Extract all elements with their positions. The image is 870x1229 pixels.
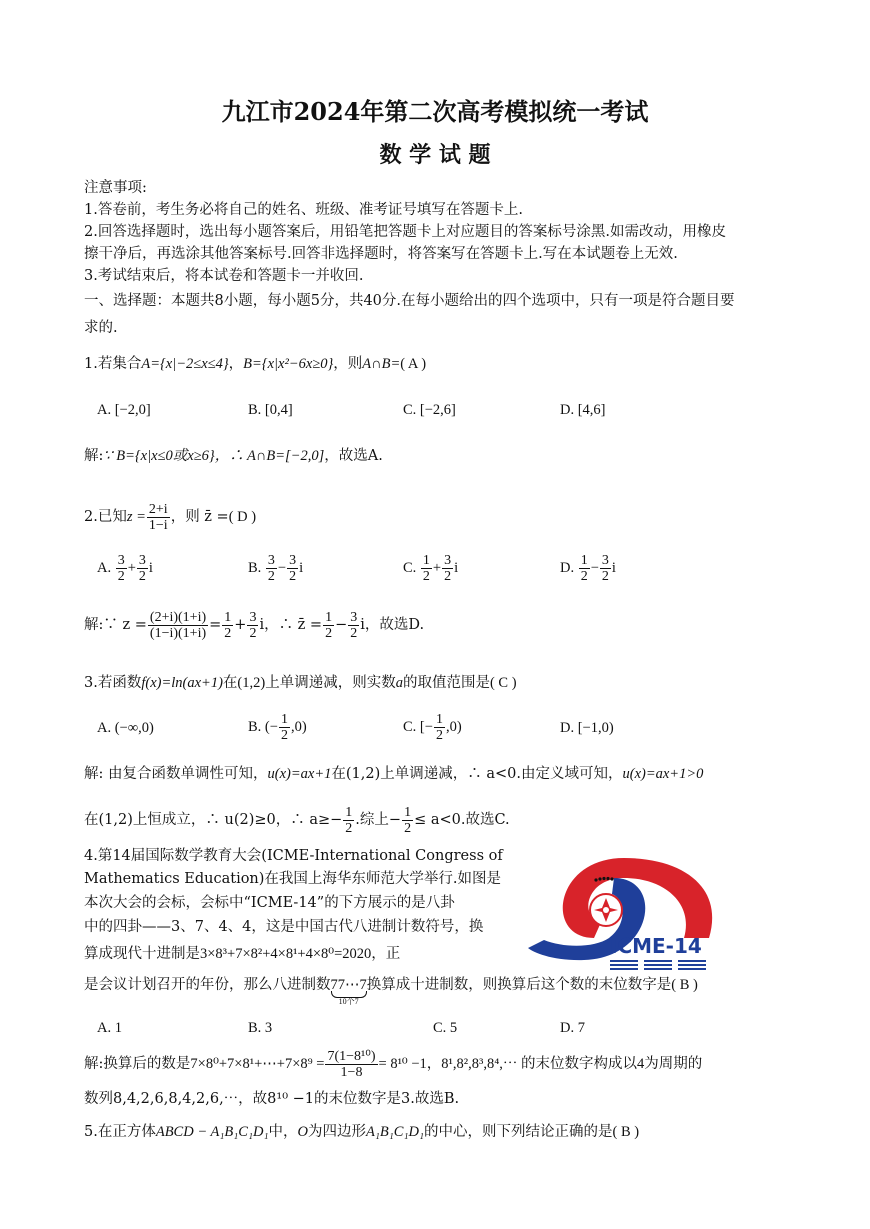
q2-sol-h7: 3 bbox=[350, 609, 358, 625]
q1-sep: ， bbox=[228, 356, 244, 372]
q3-opt-b-frac bbox=[279, 712, 290, 743]
q3-sol1-a: 解: 由复合函数单调性可知， bbox=[84, 766, 268, 782]
q1-option-c: C. [−2,6] bbox=[403, 402, 456, 418]
q4-sol1-num: 7(1−8¹⁰) bbox=[327, 1048, 376, 1064]
q2-sol-frac bbox=[148, 610, 208, 641]
q3-sol2-a: 在(1,2)上恒成立，∴ u(2)≥0，∴ a≥− bbox=[84, 812, 343, 828]
q2-opt-c-d1: 2 bbox=[422, 569, 430, 585]
q2-opt-b-imag: i bbox=[299, 560, 304, 576]
logo-center-dot bbox=[603, 907, 609, 913]
question-3-stem bbox=[84, 673, 517, 693]
q3-answer: ( C ) bbox=[489, 675, 517, 691]
q2-opt-b-frac-1 bbox=[266, 553, 277, 584]
q4-line-6 bbox=[84, 975, 698, 1006]
q3-sol2-d2: 2 bbox=[404, 820, 412, 836]
q4-underbrace-label: 10个7 bbox=[338, 997, 359, 1006]
icme-14-logo bbox=[524, 848, 734, 976]
q3-stem-b: 在 bbox=[222, 675, 238, 691]
q4-sol1-b: = 8¹⁰ −1，8¹,8²,8³,8⁴,⋯ 的末位数字构成以4为周期的 bbox=[378, 1056, 703, 1072]
q1-set-b: B={x|x²−6x≥0} bbox=[243, 356, 334, 372]
q5-o: O bbox=[297, 1124, 308, 1140]
q2-denominator: 1−i bbox=[148, 517, 168, 533]
q2-opt-a-label: A. bbox=[97, 560, 112, 576]
notice-item-3: 3.考试结束后，将本试卷和答题卡一并收回. bbox=[84, 268, 364, 284]
q2-opt-d-d2: 2 bbox=[601, 569, 609, 585]
q2-opt-c-d2: 2 bbox=[444, 569, 452, 585]
q2-opt-a-n1: 3 bbox=[117, 553, 125, 569]
q5-stem-b: 中， bbox=[268, 1124, 298, 1140]
q2-sol-h2: 2 bbox=[224, 625, 232, 641]
q3-solution-line-1 bbox=[84, 764, 703, 784]
q2-option-a bbox=[97, 551, 153, 585]
q2-opt-d-n1: 1 bbox=[580, 553, 588, 569]
q2-opt-b-d2: 2 bbox=[289, 569, 297, 585]
q3-opt-b-post: ,0) bbox=[290, 719, 307, 735]
q2-opt-b-d1: 2 bbox=[267, 569, 275, 585]
q5-answer: ( B ) bbox=[612, 1124, 640, 1140]
q4-line6-b: 换算成十进制数，则换算后这个数的末位数字是 bbox=[366, 977, 672, 993]
notice-item-2-line-2: 擦干净后，再选涂其他答案标号.回答非选择题时，将答案写在答题卡上.写在本试题卷上无效. bbox=[84, 246, 678, 262]
q2-option-d bbox=[560, 551, 616, 585]
q2-sol-half-1 bbox=[222, 610, 233, 641]
q2-sol-half-4 bbox=[348, 610, 359, 641]
q5-cube: ABCD − A₁B₁C₁D₁ bbox=[155, 1124, 269, 1140]
q1-sol-prefix: 解: bbox=[84, 448, 104, 464]
q4-sol1-expr: 7×8⁰+7×8¹+⋯+7×8⁹ = bbox=[190, 1056, 325, 1072]
q2-sol-minus: − bbox=[335, 617, 348, 633]
q2-option-b bbox=[248, 551, 303, 585]
exam-subtitle: 数 学 试 题 bbox=[379, 142, 491, 168]
q2-opt-b-frac-2 bbox=[287, 553, 298, 584]
q3-solution-line-2 bbox=[84, 803, 510, 837]
q2-opt-d-sign: − bbox=[590, 560, 599, 576]
q3-interval: (1,2) bbox=[237, 675, 266, 691]
q3-var: a bbox=[395, 675, 403, 691]
q3-opt-c-n: 1 bbox=[435, 712, 443, 728]
q4-option-b: B. 3 bbox=[248, 1020, 273, 1036]
q2-opt-b-label: B. bbox=[248, 560, 262, 576]
q2-opt-b-sign: − bbox=[277, 560, 287, 576]
q2-sol-prefix: 解:∵ z = bbox=[84, 617, 147, 633]
q2-opt-d-d1: 2 bbox=[580, 569, 588, 585]
q4-line-3: 本次大会的会标，会标中“ICME-14”的下方展示的是八卦 bbox=[84, 895, 455, 911]
q2-opt-c-frac-1 bbox=[421, 553, 432, 584]
q3-opt-c-pre: C. [− bbox=[403, 719, 433, 735]
q1-option-a: A. [−2,0] bbox=[97, 402, 151, 418]
q2-sol-den: (1−i)(1+i) bbox=[149, 625, 207, 641]
section-1-line-1: 一、选择题：本题共8小题，每小题5分，共40分.在每小题给出的四个选项中，只有一项是符合题目要 bbox=[84, 293, 735, 309]
q2-opt-a-frac-2 bbox=[137, 553, 148, 584]
notice-item-1: 1.答卷前，考生务必将自己的姓名、班级、准考证号填写在答题卡上. bbox=[84, 202, 523, 218]
q3-sol1-c: 在(1,2)上单调递减，∴ a<0.由定义域可知， bbox=[331, 766, 623, 782]
q3-sol1-d: u(x)=ax+1>0 bbox=[622, 766, 704, 782]
q5-stem-c: 为四边形 bbox=[307, 1124, 366, 1140]
q3-stem-c: 上单调递减，则实数 bbox=[265, 675, 396, 691]
q4-sol1-a: 解:换算后的数是 bbox=[84, 1056, 191, 1072]
q2-opt-d-frac-1 bbox=[579, 553, 590, 584]
question-1-stem bbox=[84, 354, 426, 374]
q2-solution bbox=[84, 608, 424, 642]
q3-opt-b-pre: B. (− bbox=[248, 719, 278, 735]
q3-sol2-c: ≤ a<0.故选C. bbox=[414, 812, 510, 828]
q2-sol-h6: 2 bbox=[325, 625, 333, 641]
q2-sol-h1: 1 bbox=[224, 609, 232, 625]
q5-face: A₁B₁C₁D₁ bbox=[365, 1124, 425, 1140]
q1-ask: A∩B= bbox=[362, 356, 401, 372]
q2-sol-h4: 2 bbox=[249, 625, 257, 641]
q3-opt-b-n: 1 bbox=[280, 712, 288, 728]
q2-opt-b-n2: 3 bbox=[289, 553, 297, 569]
logo-text: ICME-14 bbox=[610, 934, 702, 958]
q3-opt-c-frac bbox=[434, 712, 445, 743]
q3-sol1-b: u(x)=ax+1 bbox=[267, 766, 332, 782]
q4-line6-a: 是会议计划召开的年份，那么八进制数 bbox=[84, 977, 331, 993]
q2-opt-d-label: D. bbox=[560, 560, 575, 576]
q1-answer: ( A ) bbox=[400, 356, 427, 372]
question-5-stem bbox=[84, 1122, 639, 1142]
q4-solution-line-1 bbox=[84, 1047, 702, 1081]
q1-option-b: B. [0,4] bbox=[248, 402, 293, 418]
q2-sol-h8: 2 bbox=[350, 625, 358, 641]
q1-option-d: D. [4,6] bbox=[560, 402, 606, 418]
q2-opt-a-frac-1 bbox=[116, 553, 127, 584]
q4-solution-line-2: 数列8,4,2,6,8,4,2,6,⋯，故8¹⁰ −1的末位数字是3.故选B. bbox=[84, 1091, 460, 1107]
q1-set-a: A={x|−2≤x≤4} bbox=[141, 356, 229, 372]
q2-sol-mid: i，∴ z̄ = bbox=[259, 617, 323, 633]
q3-opt-c-post: ,0) bbox=[445, 719, 462, 735]
q1-stem-b: ，则 bbox=[333, 356, 363, 372]
q1-sol-expr: ∵ B={x|x≤0或x≥6}，∴ A∩B=[−2,0] bbox=[103, 448, 325, 464]
q2-z-lhs: z = bbox=[126, 509, 146, 525]
q4-sol1-den: 1−8 bbox=[340, 1064, 363, 1080]
notice-item-2-line-1: 2.回答选择题时，选出每小题答案后，用铅笔把答题卡上对应题目的答案标号涂黑.如需改动，用橡皮 bbox=[84, 224, 726, 240]
q2-option-c bbox=[403, 551, 458, 585]
q4-underbrace-number bbox=[330, 975, 367, 1006]
q2-opt-a-n2: 3 bbox=[138, 553, 146, 569]
q2-opt-d-imag: i bbox=[611, 560, 616, 576]
exam-title: 九江市2024年第二次高考模拟统一考试 bbox=[221, 97, 649, 126]
q2-opt-c-n1: 1 bbox=[422, 553, 430, 569]
q2-opt-d-frac-2 bbox=[600, 553, 611, 584]
q2-fraction bbox=[147, 502, 170, 533]
q4-line5-expr: 3×8³+7×8²+4×8¹+4×8⁰=2020 bbox=[200, 946, 372, 962]
q3-sol2-frac-2 bbox=[402, 805, 413, 836]
q3-opt-b-d: 2 bbox=[280, 728, 288, 744]
q4-option-c: C. 5 bbox=[433, 1020, 458, 1036]
logo-trigrams bbox=[610, 960, 706, 970]
q4-line5-a: 算成现代十进制是 bbox=[84, 946, 200, 962]
q4-line-2: Mathematics Education)在我国上海华东师范大学举行.如图是 bbox=[84, 871, 502, 887]
q3-sol2-b: .综上− bbox=[355, 812, 402, 828]
q2-opt-c-frac-2 bbox=[442, 553, 453, 584]
q2-opt-a-d1: 2 bbox=[117, 569, 125, 585]
q3-sol2-frac-1 bbox=[343, 805, 354, 836]
q4-answer: ( B ) bbox=[671, 977, 698, 993]
q2-sol-h3: 3 bbox=[249, 609, 257, 625]
q3-stem-a: 3.若函数 bbox=[84, 675, 142, 691]
q3-sol2-n2: 1 bbox=[404, 804, 412, 820]
q3-sol2-d: 2 bbox=[345, 820, 353, 836]
q3-sol2-n: 1 bbox=[345, 804, 353, 820]
q3-opt-c-d: 2 bbox=[435, 728, 443, 744]
q2-sol-half-3 bbox=[323, 610, 334, 641]
q4-option-d: D. 7 bbox=[560, 1020, 585, 1036]
q4-line-4: 中的四卦——3、7、4、4，这是中国古代八进制计数符号，换 bbox=[84, 919, 484, 935]
q2-sol-eq: = bbox=[209, 617, 222, 633]
q1-stem-a: 1.若集合 bbox=[84, 356, 142, 372]
q2-ask: ，则 z̄ = bbox=[170, 509, 229, 525]
q4-option-a: A. 1 bbox=[97, 1020, 122, 1036]
q2-opt-a-imag: i bbox=[148, 560, 153, 576]
q3-option-c bbox=[403, 710, 462, 744]
q2-stem: 2.已知 bbox=[84, 509, 127, 525]
q2-sol-num: (2+i)(1+i) bbox=[149, 609, 207, 625]
q3-option-b bbox=[248, 710, 307, 744]
q3-option-a: A. (−∞,0) bbox=[97, 720, 154, 736]
q5-stem-a: 5.在正方体 bbox=[84, 1124, 156, 1140]
q3-func: f(x)=ln(ax+1) bbox=[141, 675, 223, 691]
q2-sol-h5: 1 bbox=[325, 609, 333, 625]
q2-opt-a-sign: + bbox=[127, 560, 136, 576]
question-2-stem bbox=[84, 500, 256, 534]
q4-octal-number: 77⋯7 bbox=[330, 977, 367, 993]
section-1-line-2: 求的. bbox=[84, 320, 118, 336]
q1-solution bbox=[84, 446, 383, 466]
q2-opt-a-d2: 2 bbox=[138, 569, 146, 585]
q3-stem-d: 的取值范围是 bbox=[402, 675, 490, 691]
q2-opt-c-n2: 3 bbox=[444, 553, 452, 569]
q2-answer: ( D ) bbox=[228, 509, 257, 525]
q3-option-d: D. [−1,0) bbox=[560, 720, 614, 736]
q2-opt-c-label: C. bbox=[403, 560, 417, 576]
q4-line-1: 4.第14届国际数学教育大会(ICME-International Congress of bbox=[84, 848, 503, 864]
q1-sol-suffix: ，故选A. bbox=[324, 448, 383, 464]
q2-sol-plus: + bbox=[234, 617, 247, 633]
q2-opt-c-sign: + bbox=[432, 560, 442, 576]
q2-opt-c-imag: i bbox=[454, 560, 459, 576]
q2-sol-suffix: i，故选D. bbox=[360, 617, 425, 633]
q2-opt-d-n2: 3 bbox=[601, 553, 609, 569]
q4-line-5 bbox=[84, 944, 400, 964]
q2-sol-half-2 bbox=[247, 610, 258, 641]
q4-line5-b: ，正 bbox=[371, 946, 401, 962]
q5-stem-d: 的中心，则下列结论正确的是 bbox=[424, 1124, 613, 1140]
q2-opt-b-n1: 3 bbox=[267, 553, 275, 569]
notice-heading: 注意事项: bbox=[84, 180, 147, 196]
q2-numerator: 2+i bbox=[148, 501, 168, 517]
q4-sol1-frac bbox=[325, 1049, 377, 1080]
